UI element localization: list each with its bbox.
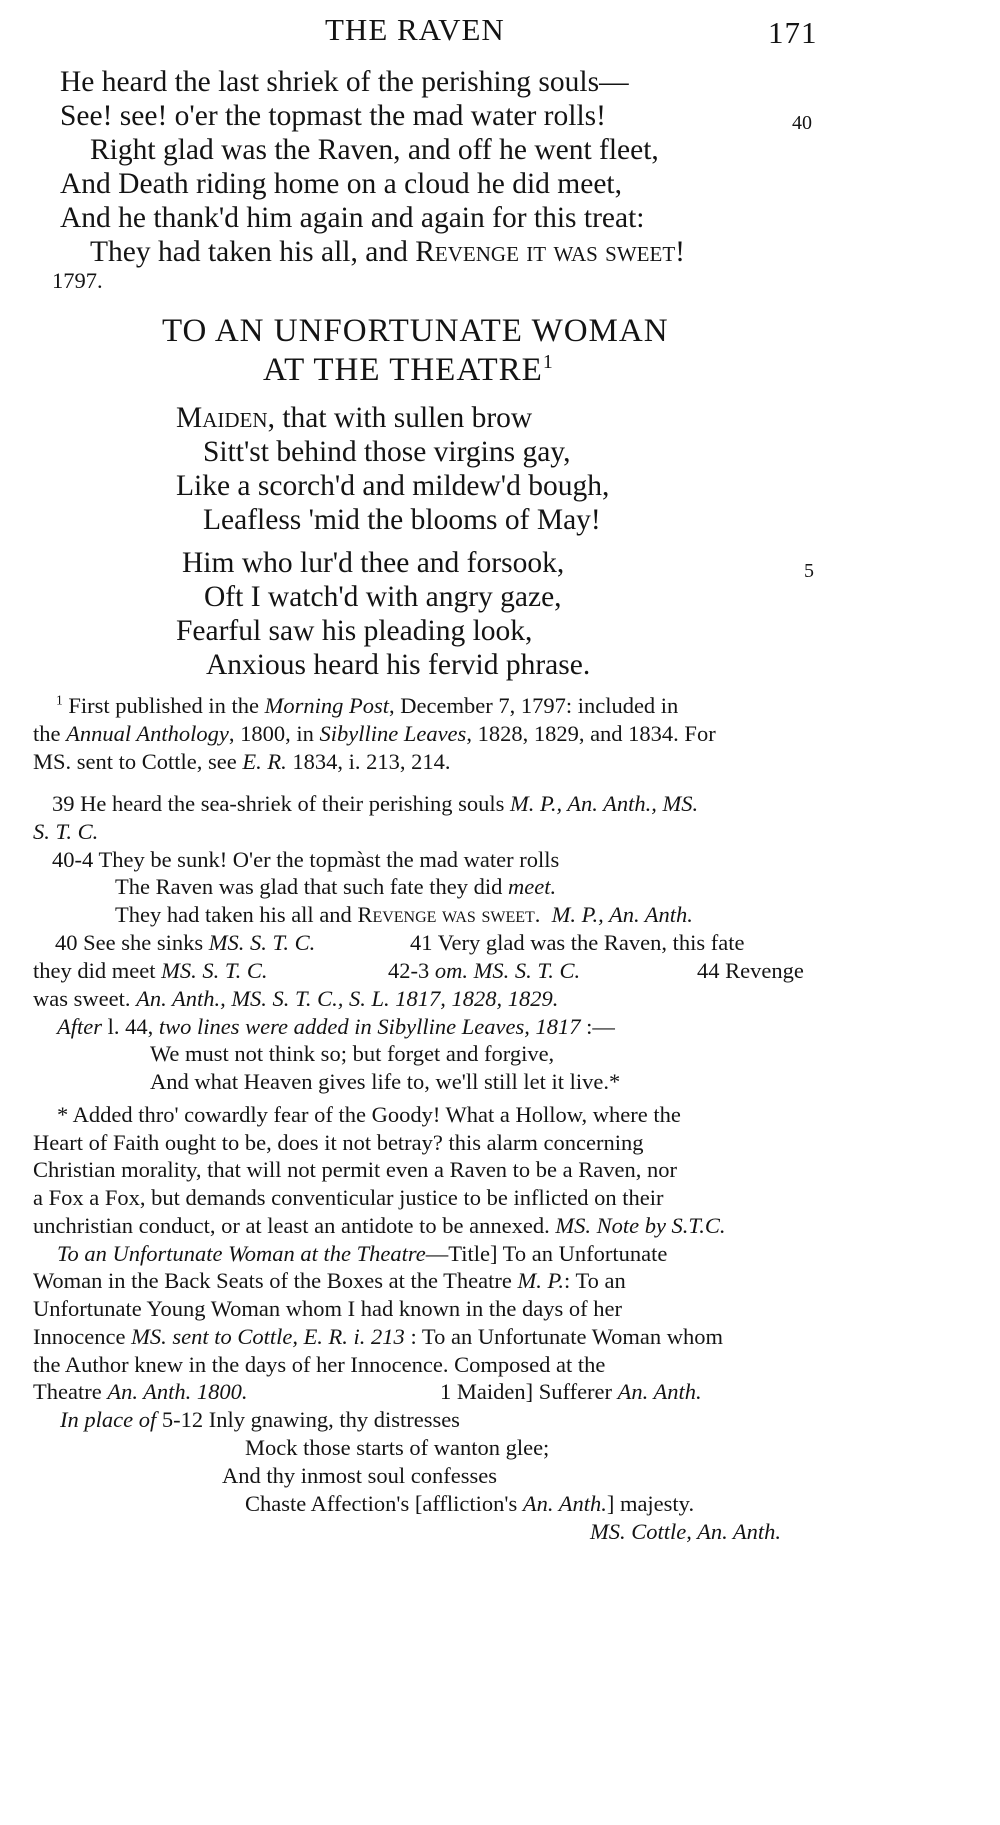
stanza1-line-4: Leafless 'mid the blooms of May! bbox=[203, 504, 601, 536]
title-variant-line-4: Innocence MS. sent to Cottle, E. R. i. 213 : To an Unfortunate Woman whom bbox=[33, 1324, 724, 1349]
variant-41-cont: they did meet MS. S. T. C. bbox=[33, 958, 268, 983]
stanza2-line-3: Fearful saw his pleading look, bbox=[176, 615, 533, 647]
variant-line-1-maiden: 1 Maiden] Sufferer An. Anth. bbox=[440, 1379, 702, 1404]
stanza2-line-4: Anxious heard his fervid phrase. bbox=[206, 649, 591, 681]
raven-line-40: See! see! o'er the topmast the mad water rolls! bbox=[60, 100, 606, 132]
poem-date: 1797. bbox=[52, 268, 103, 293]
title-footnote-mark: 1 bbox=[542, 351, 554, 373]
revenge-phrase: Revenge it was sweet bbox=[415, 236, 676, 268]
poem-title-line-1: TO AN UNFORTUNATE WOMAN bbox=[162, 313, 669, 349]
stanza2-line-2: Oft I watch'd with angry gaze, bbox=[204, 581, 562, 613]
stanza1-line-2: Sitt'st behind those virgins gay, bbox=[203, 436, 571, 468]
title-variant-line-2: Woman in the Back Seats of the Boxes at the Theatre M. P.: To an bbox=[33, 1268, 626, 1293]
in-place-line-4: Chaste Affection's [affliction's An. Anth.] majesty. bbox=[245, 1491, 695, 1516]
raven-line-43: And he thank'd him again and again for this treat: bbox=[60, 202, 645, 234]
in-place-line-3: And thy inmost soul confesses bbox=[222, 1463, 497, 1488]
footnote-line-3: MS. sent to Cottle, see E. R. 1834, i. 213, 214. bbox=[33, 749, 451, 774]
line-number-40: 40 bbox=[792, 112, 812, 134]
poem-title-line-2: AT THE THEATRE$^1$ bbox=[263, 351, 554, 388]
line-number-5: 5 bbox=[804, 560, 814, 582]
title-variant-line-6: Theatre An. Anth. 1800. bbox=[33, 1379, 248, 1404]
raven-line-44: They had taken his all, and Revenge it was sweet! bbox=[90, 236, 685, 268]
footnote-line-1: $^1$ First published in the Morning Post, December 7, 1797: included in bbox=[56, 692, 679, 718]
raven-line-39: He heard the last shriek of the perishing souls— bbox=[60, 66, 629, 98]
variant-after-44: After l. 44, two lines were added in Sibylline Leaves, 1817 :— bbox=[57, 1014, 615, 1039]
variant-40-4-line-3: They had taken his all and Revenge was sweet. M. P., An. Anth. bbox=[115, 902, 693, 927]
title-variant-line-5: the Author knew in the days of her Innocence. Composed at the bbox=[33, 1352, 606, 1377]
raven-line-42: And Death riding home on a cloud he did meet, bbox=[60, 168, 622, 200]
in-place-source: MS. Cottle, An. Anth. bbox=[590, 1519, 782, 1544]
variant-41: 41 Very glad was the Raven, this fate bbox=[410, 930, 745, 955]
added-line-1: We must not think so; but forget and forgive, bbox=[150, 1041, 555, 1066]
variant-42-3: 42-3 om. MS. S. T. C. bbox=[388, 958, 581, 983]
variant-44: 44 Revenge bbox=[697, 958, 804, 983]
note-line-1: * Added thro' cowardly fear of the Goody! What a Hollow, where the bbox=[57, 1102, 681, 1127]
variant-39-cont: S. T. C. bbox=[33, 819, 99, 844]
page-number: 171 bbox=[768, 15, 818, 50]
footnote-line-2: the Annual Anthology, 1800, in Sibylline Leaves, 1828, 1829, and 1834. For bbox=[33, 721, 716, 746]
raven-line-41: Right glad was the Raven, and off he went fleet, bbox=[90, 134, 659, 166]
note-line-3: Christian morality, that will not permit even a Raven to be a Raven, nor bbox=[33, 1157, 678, 1182]
variant-40: 40 See she sinks MS. S. T. C. bbox=[55, 930, 316, 955]
added-line-2: And what Heaven gives life to, we'll still let it live.* bbox=[150, 1069, 621, 1094]
in-place-variant: In place of 5-12 Inly gnawing, thy distresses bbox=[60, 1407, 460, 1432]
stanza1-line-1: Maiden, that with sullen brow bbox=[176, 402, 533, 434]
variant-40-4: 40-4 They be sunk! O'er the topmàst the mad water rolls bbox=[52, 847, 560, 872]
note-line-4: a Fox a Fox, but demands conventicular justice to be inflicted on their bbox=[33, 1185, 664, 1210]
variant-39: 39 He heard the sea-shriek of their perishing souls M. P., An. Anth., MS. bbox=[52, 791, 699, 816]
note-line-5: unchristian conduct, or at least an antidote to be annexed. MS. Note by S.T.C. bbox=[33, 1213, 726, 1238]
running-title: THE RAVEN bbox=[325, 12, 505, 47]
stanza2-line-1: Him who lur'd thee and forsook, bbox=[182, 547, 565, 579]
variant-40-4-line-2: The Raven was glad that such fate they did meet. bbox=[115, 874, 557, 899]
stanza1-line-3: Like a scorch'd and mildew'd bough, bbox=[176, 470, 610, 502]
in-place-line-2: Mock those starts of wanton glee; bbox=[245, 1435, 550, 1460]
note-line-2: Heart of Faith ought to be, does it not betray? this alarm concerning bbox=[33, 1130, 644, 1155]
variant-44-cont: was sweet. An. Anth., MS. S. T. C., S. L. 1817, 1828, 1829. bbox=[33, 986, 559, 1011]
title-variant-line-3: Unfortunate Young Woman whom I had known in the days of her bbox=[33, 1296, 622, 1321]
title-variant-line-1: To an Unfortunate Woman at the Theatre—Title] To an Unfortunate bbox=[57, 1241, 668, 1266]
